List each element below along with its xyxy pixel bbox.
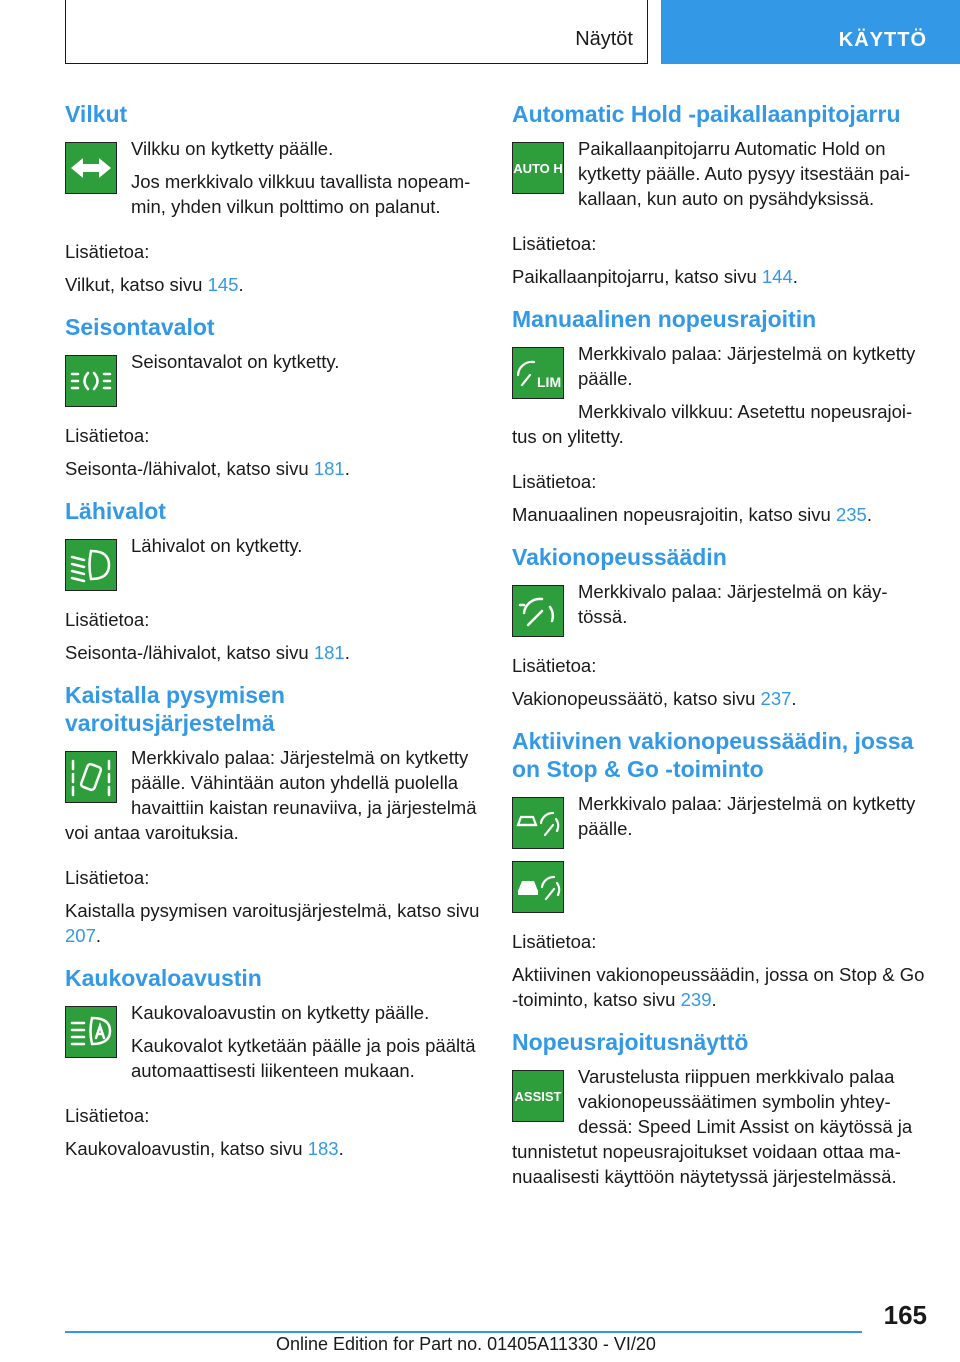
- reference-text: Kaistalla pysymisen varoitusjärjestelmä, katso sivu: [65, 900, 480, 921]
- section-title: Vakionopeussäädin: [512, 544, 727, 570]
- section-title: Automatic Hold -paikallaanpitojarru: [512, 101, 901, 127]
- turn-signal-icon: [65, 142, 117, 194]
- page-link[interactable]: 181: [313, 642, 345, 663]
- reference: Seisonta-/lähivalot, katso sivu 181.: [65, 642, 350, 663]
- section-kaukovalo: [65, 964, 480, 1161]
- section-title: Kaistalla pysymisen varoitusjärjestelmä: [65, 682, 285, 736]
- reference: Vilkut, katso sivu 145.: [65, 274, 244, 295]
- section-kaista: [65, 681, 480, 948]
- more-info-label: Lisätietoa:: [65, 1105, 150, 1126]
- page-link[interactable]: 183: [307, 1138, 339, 1159]
- footer-edition: Online Edition for Part no. 01405A11330 - VI/20: [276, 1334, 656, 1354]
- reference-text: Aktiivinen vakionopeussäädin, jossa on Stop & Go -toiminto, katso sivu: [512, 964, 925, 1010]
- section-aktiivinen: [512, 727, 927, 1012]
- more-info-label: Lisätietoa:: [512, 931, 597, 952]
- more-info-label: Lisätietoa:: [65, 241, 150, 262]
- icon-label: AUTO H: [513, 160, 563, 176]
- header-chapter-tab: [661, 0, 960, 64]
- paragraph: Paikallaanpitojarru Automatic Hold on kytketty päälle. Auto pysyy itsestään paikallaan, kun auto on pysähdyksissä.: [578, 138, 911, 209]
- page-link[interactable]: 144: [761, 266, 793, 287]
- section-vilkut: [65, 100, 480, 297]
- more-info-label: Lisätietoa:: [65, 867, 150, 888]
- section-title: Aktiivinen vakionopeussäädin, jossa on Stop & Go -toiminto: [512, 728, 914, 782]
- reference: Kaukovaloavustin, katso sivu 183.: [65, 1138, 344, 1159]
- section-autohold: [512, 100, 927, 289]
- paragraph: Lähivalot on kytketty.: [131, 535, 303, 556]
- icon-label: LIM: [537, 374, 562, 390]
- reference-text: Seisonta-/lähivalot, katso sivu: [65, 458, 314, 479]
- reference: Paikallaanpitojarru, katso sivu 144.: [512, 266, 798, 287]
- section-title: Nopeusrajoitusnäyttö: [512, 1029, 749, 1055]
- more-info-label: Lisätietoa:: [65, 425, 150, 446]
- section-nopeusrajoitin: [512, 305, 927, 527]
- parking-light-icon: [65, 355, 117, 407]
- section-seisontavalot: [65, 313, 480, 481]
- reference: Aktiivinen vakionopeussäädin, jossa on Stop & Go -toiminto, katso sivu 239.: [512, 964, 925, 1010]
- paragraph: Varustelusta riippuen merkkivalo palaa vakionopeussäätimen symbolin yhteydessä: Speed Limit Assist on käytössä ja tunnistetut nopeusrajoitukset voidaan ottaa manuaalisesti käyttöön näytetyssä järjestelmässä.: [512, 1066, 913, 1187]
- low-beam-icon: [65, 539, 117, 591]
- reference-text: Manuaalinen nopeusrajoitin, katso sivu: [512, 504, 836, 525]
- section-nopeusrajoitusnaytto: [512, 1028, 927, 1189]
- auto-hold-icon: [512, 142, 564, 194]
- high-beam-assistant-icon: [65, 1006, 117, 1058]
- header-chapter-title: KÄYTTÖ: [838, 29, 927, 51]
- more-info-label: Lisätietoa:: [65, 609, 150, 630]
- reference-text: Paikallaanpitojarru, katso sivu: [512, 266, 762, 287]
- section-title: Lähivalot: [65, 498, 166, 524]
- section-title: Kaukovaloavustin: [65, 965, 262, 991]
- section-vakionopeus: [512, 543, 927, 711]
- right-column: [512, 100, 927, 1205]
- section-lahivalot: [65, 497, 480, 665]
- icon-label: ASSIST: [514, 1088, 562, 1104]
- reference: Vakionopeussäätö, katso sivu 237.: [512, 688, 797, 709]
- paragraph: Jos merkkivalo vilkkuu tavallista nopeammin, yhden vilkun polttimo on palanut.: [131, 171, 471, 217]
- section-title: Manuaalinen nopeusrajoitin: [512, 306, 817, 332]
- paragraph: Seisontavalot on kytketty.: [131, 351, 340, 372]
- reference: Kaistalla pysymisen varoitusjärjestelmä, katso sivu 207.: [65, 900, 480, 946]
- active-cruise-control-stopgo-icon: [512, 861, 564, 913]
- footer-divider: [65, 1331, 862, 1333]
- reference: Manuaalinen nopeusrajoitin, katso sivu 235.: [512, 504, 872, 525]
- page-link[interactable]: 237: [760, 688, 792, 709]
- page-link[interactable]: 239: [680, 989, 712, 1010]
- paragraph: Merkkivalo palaa: Järjestelmä on kytketty päälle.: [578, 343, 916, 389]
- page-link[interactable]: 145: [207, 274, 239, 295]
- section-title: Vilkut: [65, 101, 128, 127]
- page-number: 165: [883, 1300, 927, 1330]
- page-link[interactable]: 181: [313, 458, 345, 479]
- more-info-label: Lisätietoa:: [512, 233, 597, 254]
- active-cruise-control-icon: [512, 797, 564, 849]
- reference: Seisonta-/lähivalot, katso sivu 181.: [65, 458, 350, 479]
- paragraph: Vilkku on kytketty päälle.: [131, 138, 334, 159]
- paragraph: Merkkivalo palaa: Järjestelmä on kytketty päälle.: [578, 793, 916, 839]
- speed-limiter-icon: [512, 347, 564, 399]
- reference-text: Kaukovaloavustin, katso sivu: [65, 1138, 308, 1159]
- reference-text: Vakionopeussäätö, katso sivu: [512, 688, 761, 709]
- reference-text: Seisonta-/lähivalot, katso sivu: [65, 642, 314, 663]
- header-section-box: [65, 0, 648, 64]
- more-info-label: Lisätietoa:: [512, 655, 597, 676]
- reference-text: Vilkut, katso sivu: [65, 274, 208, 295]
- more-info-label: Lisätietoa:: [512, 471, 597, 492]
- paragraph: Merkkivalo palaa: Järjestelmä on käytössä.: [578, 581, 888, 627]
- section-title: Seisontavalot: [65, 314, 215, 340]
- paragraph: Merkkivalo vilkkuu: Asetettu nopeusrajoitus on ylitetty.: [512, 401, 913, 447]
- paragraph: Merkkivalo palaa: Järjestelmä on kytketty päälle. Vähintään auton yhdellä puolella havaittiin kaistan reunaviiva, ja järjestelmä voi antaa varoituksia.: [65, 747, 477, 843]
- paragraph: Kaukovalot kytketään päälle ja pois päältä automaattisesti liikenteen mukaan.: [131, 1035, 476, 1081]
- lane-departure-icon: [65, 751, 117, 803]
- paragraph: Kaukovaloavustin on kytketty päälle.: [131, 1002, 430, 1023]
- cruise-control-icon: [512, 585, 564, 637]
- header-section-title: Näytöt: [575, 28, 633, 50]
- page-link[interactable]: 207: [65, 925, 96, 946]
- speed-limit-assist-icon: [512, 1070, 564, 1122]
- left-column: [65, 100, 480, 1177]
- page-link[interactable]: 235: [835, 504, 867, 525]
